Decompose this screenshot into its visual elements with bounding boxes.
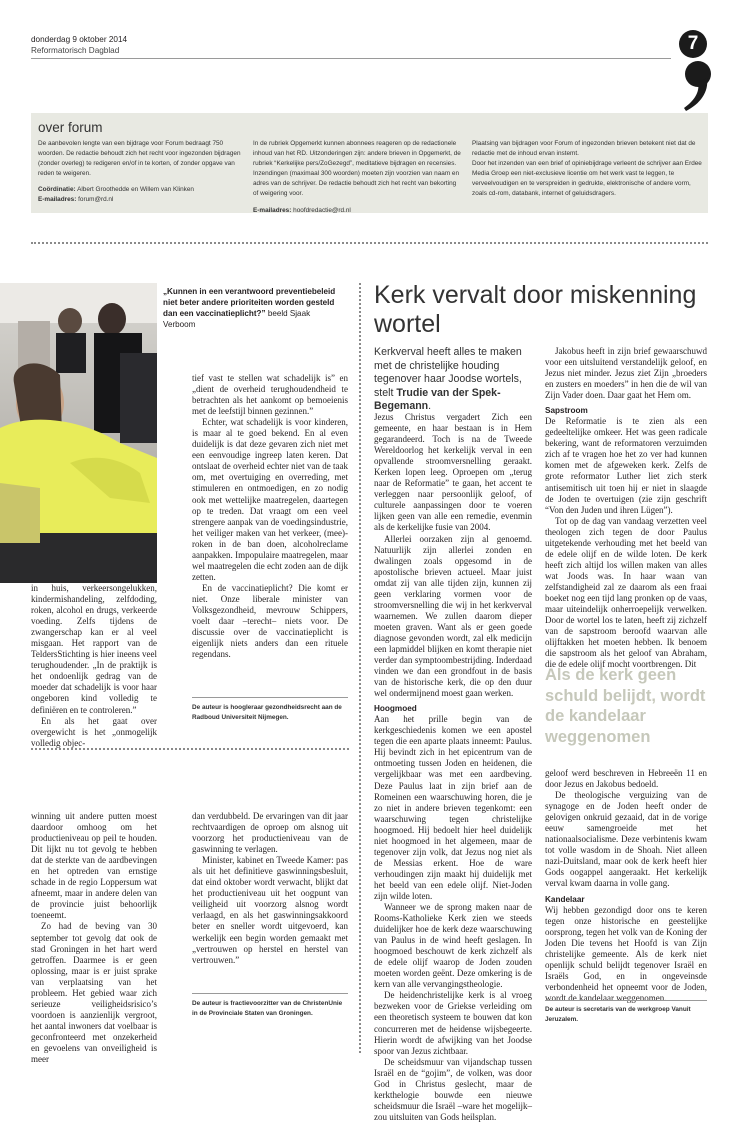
vaccination-photo xyxy=(0,283,157,583)
bio-rule xyxy=(545,1000,707,1001)
right-article-column-2-bottom xyxy=(545,768,707,1004)
forum-col2-body: In de rubriek Opgemerkt kunnen abonnees reageren op de redactionele inhoud van het RD. Uitzonderingen zijn: andere brieven in Opgemerkt, de rubriek “Kerkelijke pers/ZoGezegd”, meditatieve bijdragen en recensies. Inzendingen (maximaal 300 woorden) moeten zijn voorzien van naam en adres van de schrijver. De redactie behoudt zich het recht van bekorting of weigering voor. xyxy=(253,140,461,198)
paragraph: in huis, verkeersongelukken, kindermishandeling, zelfdoding, roken, alcohol en drugs, verkeerde voeding. Zelfs tijdens de zwangerschap kan er al veel misgaan. Het rapport van de TeldersStichting is hier ineens veel terughoudender. „In de praktijk is het ondoenlijk gedrag van de moeder dat schadelijk is voor haar ongeboren kind volledig te definiëren en te controleren.” xyxy=(31,583,157,715)
forum-info-box xyxy=(31,113,708,213)
paragraph: Jakobus heeft in zijn brief gewaarschuwd voor een uitsluitend verstandelijk geloof, en Jezus niet minder. Jezus ziet Zijn „broeders en zusters en moeders” in hen die de wil van Zijn Vader doen. Daar gaat het Hem om. xyxy=(545,346,707,401)
subheading: Hoogmoed xyxy=(374,704,417,714)
forum-column-2 xyxy=(253,139,461,216)
caption-quote: „Kunnen in een verantwoord preventiebeleid niet beter andere prioriteiten worden gesteld dan een vaccinatieplicht?” xyxy=(163,287,336,318)
right-article-column-1 xyxy=(374,412,532,1123)
paragraph: Echter, wat schadelijk is voor kinderen, is maar al te goed bekend. En al even duidelijk is dat deze gevaren zich niet met een eenvoudige ingreep laten keren. Dat ontslaat de overheid echter niet van de taak om, met overtuiging en overreding, met stimuleren en ontmoedigen, en zo nodig ook met wettelijke maatregelen, daartegen op te treden. Dat vraagt om een veel strengere aanpak van de voedingsindustrie, het veiliger maken van het verkeer, (mee)-roken in de ban doen, alcoholreclame aanpakken. Impopulaire maatregelen, maar wel maatregelen die echt zoden aan de dijk zetten. xyxy=(192,417,348,582)
bottom-article-column-a xyxy=(31,811,157,1065)
subheading: Kandelaar xyxy=(545,894,585,904)
intro-author: Trudie van der Spek-Begemann xyxy=(374,386,501,412)
comma-logo-icon xyxy=(678,56,718,114)
pull-quote: Als de kerk geen schuld belijdt, wordt de kandelaar weggenomen xyxy=(545,666,706,746)
header-date: donderdag 9 oktober 2014 xyxy=(31,35,128,44)
forum-column-1 xyxy=(38,139,245,206)
article-headline: Kerk vervalt door miskenning wortel xyxy=(374,281,697,338)
paragraph: De Reformatie is te zien als een gedeeltelijke omkeer. Het was geen radicale bekering, want de reformatoren verzuimden zich af te vragen hoe het zo ver had kunnen komen met de afgeweken kerk. Zelfs de grote reformator Luther liet zich sterk antisemitisch uit toen hij er niet in slaagde de Joden te overtuigen (zie zijn geschrift “Von den Juden und ihren Lügen”). xyxy=(545,416,707,515)
paragraph: En de vaccinatieplicht? Die komt er niet. Onze liberale minister van Volksgezondheid, mevrouw Schippers, voelt daar –terecht– niets voor. De discussie over de vaccinatieplicht is eigenlijk niets anders dan een rituele regendans. xyxy=(192,582,348,660)
bottom-article-column-b xyxy=(192,811,348,966)
hoofdredactie-email-link[interactable]: hoofdredactie@rd.nl xyxy=(293,206,351,214)
forum-coordination xyxy=(38,185,245,195)
author-bio: De auteur is secretaris van de werkgroep Vanuit Jeruzalem. xyxy=(545,1006,691,1023)
coordination-label: Coördinatie: xyxy=(38,186,76,194)
forum-title: over forum xyxy=(38,120,103,135)
paragraph: Aan het prille begin van de kerkgeschiedenis komen we een apostel tegen die een aparte plaats inneemt: Paulus. Hij bevindt zich in het epicentrum van de ontmoeting tussen Joden en heidenen, die vergelijkbaar was met een aardbeving. Deze Paulus laat in zijn brief aan de Romeinen een waarschuwing horen, die je zo niet in andere brieven tegenkomt: een waarschuwing tegen christelijke hoogmoed. Hij bedoelt hier heel duidelijk niet hoogmoed in het algemeen, maar de tegenover zijn volk, dat Jezus nog niet als de Messias erkent. Hoe de ware verhoudingen zijn maakt hij duidelijk met het beeld van een edele olijf. Niet-Joden zijn wilde loten. xyxy=(374,714,532,901)
paragraph: De heidenchristelijke kerk is al vroeg bezweken voor de Griekse verleiding om een theoretisch systeem te bouwen dat kon concurreren met de heidense wijsbegeerte. Hierin wordt de afwijking van het Joodse spoor van Jezus zichtbaar. xyxy=(374,990,532,1056)
author-bio: De auteur is fractievoorzitter van de ChristenUnie in de Provinciale Staten van Groningen. xyxy=(192,1000,343,1017)
author-bio: De auteur is hoogleraar gezondheidsrecht aan de Radboud Universiteit Nijmegen. xyxy=(192,704,342,721)
paragraph: tief vast te stellen wat schadelijk is” en „dient de overheid terughoudendheid te betrachten als het aankomt op bemoeienis met de leefstijl binnen gezinnen.” xyxy=(192,373,348,417)
forum-col3-body1: Plaatsing van bijdragen voor Forum of ingezonden brieven betekent niet dat de redactie met de inhoud ervan instemt. xyxy=(472,140,696,158)
forum-email-link[interactable]: forum@rd.nl xyxy=(78,196,114,204)
paragraph: Minister, kabinet en Tweede Kamer: pas als uit het definitieve gaswinningsbesluit, dat eind oktober wordt verwacht, blijkt dat het productieniveau uit het oogpunt van veiligheid uit voorzorg alsnog wordt verlaagd, en als het gaswinningsakkoord beter en sneller wordt uitgevoerd, kan werkelijk een begin worden gemaakt met „vertrouwen op herstel en herstel van vertrouwen.” xyxy=(192,855,348,965)
paragraph: Tot op de dag van vandaag verzetten veel theologen zich tegen de door Paulus uitgetekende verhouding met het beeld van de edele olijf en de wilde loten. De kerk heeft zich altijd los willen maken van alles wat Joods was. In haar waan van zelfstandigheid zal ze daarom als een fraai boeket nog een tijd lang pronken op de vaas, maar uiteindelijk onherroepelijk verwelken. Door de wortel los te laten, heeft zij zichzelf van de sapstroom beroofd waarvan alle olijftakken het moeten hebben. Ik benoem die sapstroom als het geloof van Abraham, die de edele olijf mocht voortbrengen. Dit xyxy=(545,515,707,670)
paragraph: Zo had de beving van 30 september tot gevolg dat ook de stad Groningen in het hart werd getroffen. Daarmee is er geen oplossing, maar is er juist sprake van verplaatsing van het probleem. Het gebied waar zich serieuze veiligheidsrisico’s voordoen is aanzienlijk vergroot, het aantal inwoners dat voelbaar is geconfronteerd met onzekerheid en gevoelens van onveiligheid is meer xyxy=(31,921,157,1065)
article-intro xyxy=(374,346,532,414)
intro-end: . xyxy=(428,400,432,412)
bio-rule xyxy=(192,993,348,994)
forum-col1-email xyxy=(38,195,245,205)
subheading: Sapstroom xyxy=(545,406,588,416)
email-label: E-mailadres: xyxy=(38,196,77,204)
right-article-column-2-top xyxy=(545,346,707,670)
paragraph: De theologische verguizing van de synagoge en de Joden heeft onder de gelovigen onkruid gezaaid, dat in de vorige eeuw samengroeide met het nationaalsocialisme. Deze verbintenis kwam tot volle wasdom in de Shoah. Niet alleen nazi-Duitsland, maar ook de kerk heeft hier Gods oogappel aangeraakt. Het kerkelijk verval kwam daarna in volle gang. xyxy=(545,790,707,889)
forum-col3-body2: Door het inzenden van een brief of opiniebijdrage verleent de schrijver aan Erdee Media Groep een niet-exclusieve licentie om het werk vast te leggen, te verveelvoudigen en te verspreiden in gedrukte, elektronische of andere vorm, zoals cd-rom, databank, internet of geluidsdragers. xyxy=(472,160,702,198)
forum-col1-body: De aanbevolen lengte van een bijdrage voor Forum bedraagt 750 woorden. De redactie behoudt zich het recht voor ingezonden bijdragen (zonder overleg) te redigeren en/of in te korten, of zonder opgave van reden te weigeren. xyxy=(38,140,241,178)
paragraph: En als het gaat over overgewicht is het „onmogelijk volledig objec- xyxy=(31,715,157,748)
paragraph: Allerlei oorzaken zijn al genoemd. Natuurlijk zijn allerlei zonden en dwalingen zoals opgesomd in de apostolische brieven actueel. Maar juist omdat zij van alle tijden zijn, kunnen zij geen verklaring vormen voor de stroomversnelling die wij in het kerkverval waarnemen. We zullen daarom dieper moeten graven. Want als er geen goede diagnose gevonden wordt, zal elk medicijn een lapmiddel blijken en komt therapie niet verder dan symptoombestrijding. Inderdaad vinden we dan een grondfout in de basis van de historische kerk, die op den duur wel ondermijnend moest gaan werken. xyxy=(374,533,532,699)
paragraph: Jezus Christus vergadert Zich een gemeente, en haar bestaan is in Hem gegarandeerd. Toch is na de Tweede Wereldoorlog het kerkelijk verval in een opvallende stroomversnelling geraakt. Kerken lopen leeg. Oproepen om „terug naar de Reformatie” te gaan, het accent te verleggen naar persoonlijk geloof, of culturele aanpassingen door te voeren lijken geen van alle een remedie, evenmin als de kerkelijke fusie van 2004. xyxy=(374,412,532,533)
section-divider-top xyxy=(31,242,708,244)
intro-text: Kerkverval heeft alles te maken met de christelijke houding tegenover haar Joodse wortels, stelt xyxy=(374,346,522,399)
page-number: 7 xyxy=(679,30,707,58)
paragraph: Wij hebben gezondigd door ons te keren tegen onze historische en geestelijke oorsprong, tegen het volk van de Koning der Joden Die tevens het Hoofd is van Zijn christelijke gemeente. Als de kerk niet openlijk schuld belijdt tegenover Israël en Israëls God, en in ongeveinsde verbondenheid het opneemt voor de Joden, wordt de kandelaar weggenomen. xyxy=(545,904,707,1003)
photo-caption xyxy=(163,287,341,331)
paragraph: De scheidsmuur van vijandschap tussen Israël en de “gojim”, de volken, was door God in Christus geslecht, maar de kerkthelogie bouwde een nieuwe scheidsmuur die Israël –ware het mogelijk– zou uitsluiten van Gods heilsplan. xyxy=(374,1056,532,1122)
paragraph: geloof werd beschreven in Hebreeën 11 en door Jezus en Jakobus bedoeld. xyxy=(545,768,707,790)
paragraph: winning uit andere putten moest daardoor omhoog om het productieniveau op peil te houden. Dit lijkt nu tot gevolg te hebben dat de sterkte van de aardbevingen en het optreden van ernstige schade in de regio Loppersum wat afneemt, maar in andere delen van de provincie juist behoorlijk toeneemt. xyxy=(31,811,157,921)
header-paper-name: Reformatorisch Dagblad xyxy=(31,46,120,55)
left-article-column-a xyxy=(31,583,157,749)
forum-column-3 xyxy=(472,139,702,200)
bio-rule xyxy=(192,697,348,698)
email-label: E-mailadres: xyxy=(253,206,292,214)
forum-col2-email xyxy=(253,206,461,216)
paragraph: Wanneer we de sprong maken naar de Rooms-Katholieke Kerk zien we steeds duidelijker hoe de kerk deze waarschuwing van Paulus in de wind heeft geslagen. In hoogmoed beschouwt de kerk zichzelf als de edele olijf waarop de Joden zouden moeten worden geënt. Deze omkering is de kern van alle vervangingstheologie. xyxy=(374,902,532,990)
left-article-column-b xyxy=(192,373,348,660)
header-rule xyxy=(31,58,671,59)
paragraph: dan verdubbeld. De ervaringen van dit jaar rechtvaardigen de oproep om alsnog uit voorzorg het productieniveau van de gaswinning te verlagen. xyxy=(192,811,348,855)
coordination-value: Albert Groothedde en Willem van Klinken xyxy=(77,186,194,194)
caption-credit: beeld Sjaak Verboom xyxy=(163,308,311,329)
column-divider xyxy=(359,283,361,1053)
